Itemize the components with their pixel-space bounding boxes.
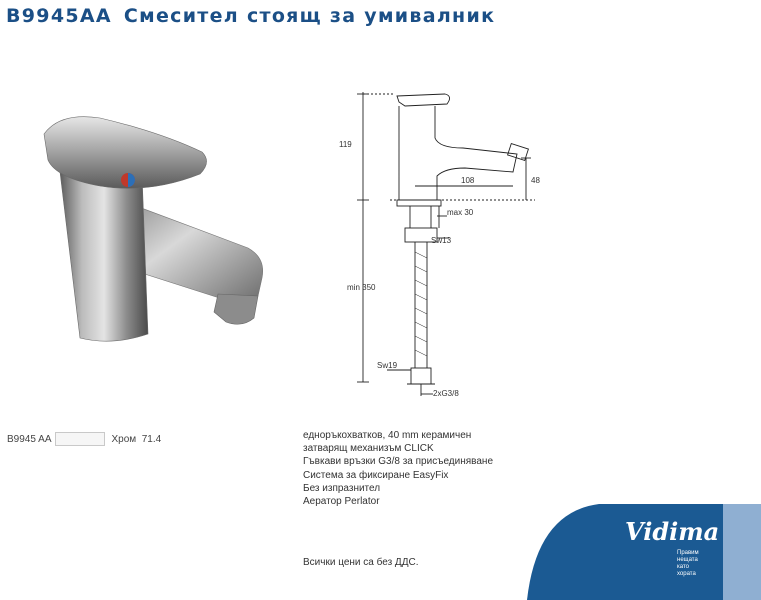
page-title xyxy=(6,5,495,27)
svg-text:като: като xyxy=(677,564,689,570)
product-code-title: B9945AA xyxy=(6,5,112,27)
dim-reach: 108 xyxy=(461,176,475,185)
feature-item: едноръкохватков, 40 mm керамичен xyxy=(303,430,472,441)
dim-min: min 350 xyxy=(347,283,376,292)
product-row xyxy=(7,432,161,446)
feature-item: Без изпразнител xyxy=(303,482,381,494)
svg-text:Правим: Правим xyxy=(677,550,699,556)
feature-item: Гъвкави връзки G3/8 за присъединяване xyxy=(303,456,493,468)
feature-item: Аератор Perlator xyxy=(303,496,380,508)
product-name-title: Смесител стоящ за умивалник xyxy=(123,5,496,27)
svg-text:хората: хората xyxy=(677,571,696,577)
product-finish: Хром xyxy=(111,433,137,445)
vat-note: Всички цени са без ДДС. xyxy=(303,557,419,568)
technical-drawing xyxy=(335,82,550,402)
dim-sw13: Sw13 xyxy=(431,236,452,245)
dim-sw19: Sw19 xyxy=(377,361,398,370)
svg-text:нещата: нещата xyxy=(677,557,698,563)
feature-item: Система за фиксиране EasyFix xyxy=(303,469,449,481)
quantity-box[interactable] xyxy=(55,432,105,446)
dim-spout-height: 48 xyxy=(531,176,540,185)
vidima-logo xyxy=(527,504,761,600)
dim-thread: 2xG3/8 xyxy=(433,389,459,398)
svg-text:Vidima: Vidima xyxy=(625,517,720,546)
feature-item: затварящ механизъм CLICK xyxy=(303,443,434,455)
dim-max: max 30 xyxy=(447,208,474,217)
product-code: B9945 AA xyxy=(7,433,52,445)
product-price: 71.4 xyxy=(141,433,162,445)
feature-list xyxy=(303,429,493,508)
dim-height-top: 119 xyxy=(339,140,352,149)
faucet-photo xyxy=(0,82,290,352)
